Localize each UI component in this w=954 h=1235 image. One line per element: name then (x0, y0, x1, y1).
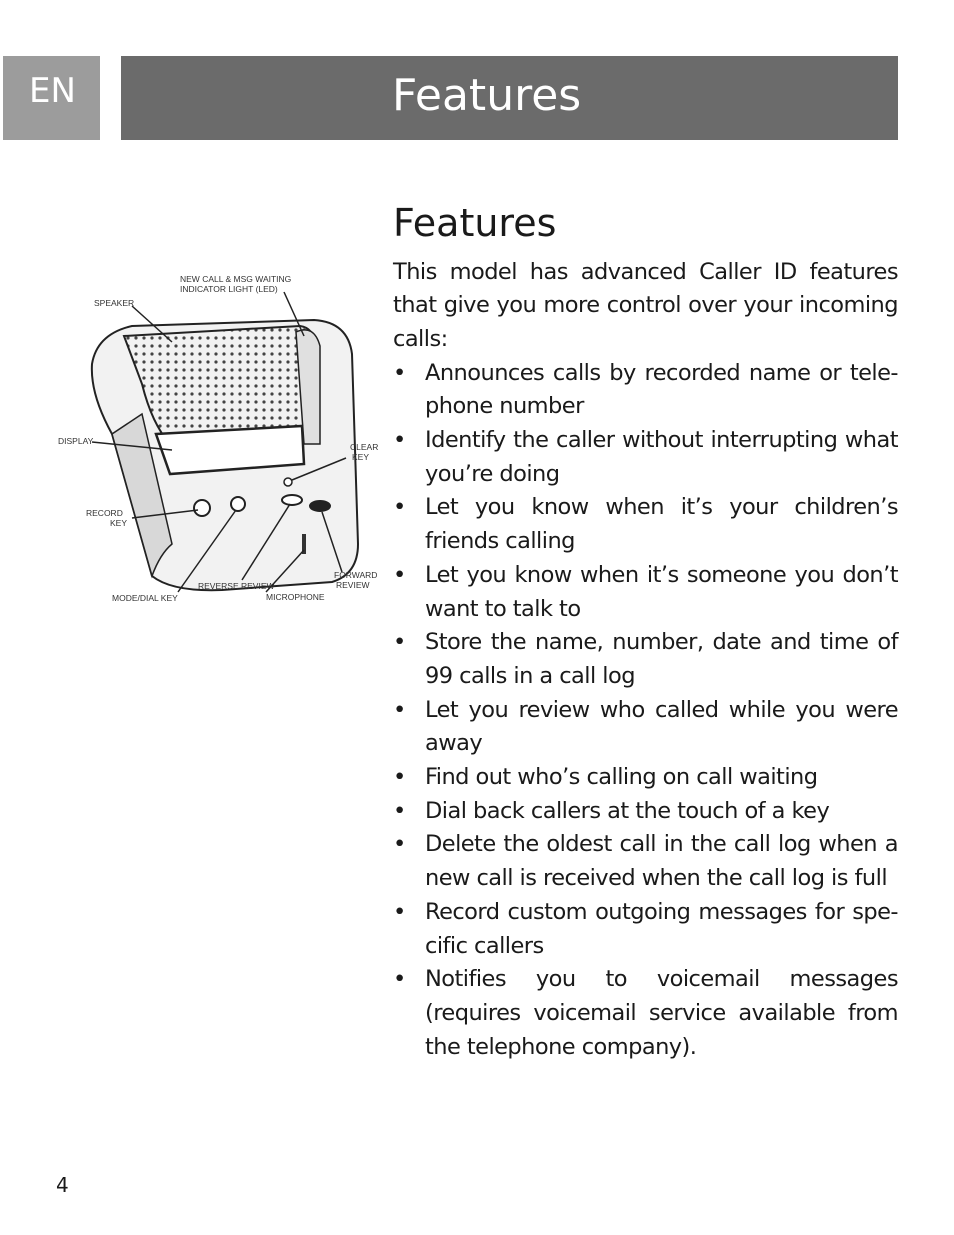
list-item: • Let you know when it’s your children’s friends calling (393, 491, 898, 558)
list-item: • Let you know when it’s someone you don’t want to talk to (393, 559, 898, 626)
clear-key-label-line1: CLEAR (350, 442, 379, 452)
section-heading: Features (393, 201, 557, 245)
mode-dial-button-icon (231, 497, 245, 511)
svg-text:KEY (110, 518, 127, 528)
microphone-label: MICROPHONE (266, 592, 325, 602)
speaker-label: SPEAKER (94, 298, 135, 308)
bullet-icon: • (393, 764, 406, 791)
bullet-icon: • (393, 629, 406, 656)
intro-paragraph: This model has advanced Caller ID features that give you more control over your incoming calls: (393, 258, 898, 352)
bullet-icon: • (393, 359, 406, 386)
record-key-label-line1: RECORD (86, 508, 123, 518)
forward-review-button-icon (310, 501, 330, 511)
bullet-icon: • (393, 427, 406, 454)
list-item: • Let you review who called while you were away (393, 694, 898, 761)
caller-id-device-drawing (52, 254, 390, 630)
svg-text:NEW CALL & MSG WAITING (180, 274, 291, 284)
features-list (393, 357, 898, 1065)
svg-text:FORWARD (334, 570, 377, 580)
display-window (156, 426, 304, 474)
record-button-icon (194, 500, 210, 516)
clear-key-label-line2: KEY (352, 452, 370, 462)
forward-review-label-line1: FORWARD (334, 570, 378, 580)
display-label: DISPLAY (58, 436, 94, 446)
device-illustration (52, 254, 390, 630)
page-title: Features (392, 70, 582, 121)
bullet-icon: • (393, 831, 406, 858)
svg-text:REVIEW (336, 580, 370, 590)
led-label-line1: NEW CALL & MSG WAITING (180, 274, 292, 284)
bullet-icon: • (393, 898, 406, 925)
mode-dial-key-label: MODE/DIAL KEY (112, 593, 178, 603)
list-item: • Record custom outgoing messages for spe-cific callers (393, 896, 898, 963)
list-item: • Find out who’s calling on call waiting (393, 761, 898, 795)
language-tab (3, 56, 100, 140)
list-item: • Delete the oldest call in the call log when a new call is received when the call log is full (393, 828, 898, 895)
page-number: 4 (56, 1173, 69, 1197)
bullet-icon: • (393, 797, 406, 824)
language-tab-label: EN (29, 71, 76, 111)
svg-text:KEY (352, 452, 369, 462)
svg-text:CLEAR (350, 442, 378, 452)
forward-review-label-line2: REVIEW (336, 580, 370, 590)
clear-button-icon (284, 478, 292, 486)
record-key-label-line2: KEY (110, 518, 128, 528)
features-section (393, 200, 898, 1064)
svg-text:INDICATOR LIGHT (LED) (180, 284, 278, 294)
reverse-review-button-icon (282, 495, 302, 505)
list-item: • Dial back callers at the touch of a key (393, 795, 898, 829)
title-bar (121, 56, 898, 140)
list-item: • Store the name, number, date and time of 99 calls in a call log (393, 626, 898, 693)
reverse-review-label: REVERSE REVIEW (198, 581, 275, 591)
bullet-icon: • (393, 561, 406, 588)
list-item: • Notifies you to voicemail messages (requires voicemail service available from the telephone company). (393, 963, 898, 1064)
svg-text:RECORD (86, 508, 123, 518)
led-label-line2: INDICATOR LIGHT (LED) (180, 284, 278, 294)
list-item: • Announces calls by recorded name or tele-phone number (393, 357, 898, 424)
bullet-icon: • (393, 966, 406, 993)
list-item: • Identify the caller without interrupting what you’re doing (393, 424, 898, 491)
bullet-icon: • (393, 494, 406, 521)
bullet-icon: • (393, 696, 406, 723)
